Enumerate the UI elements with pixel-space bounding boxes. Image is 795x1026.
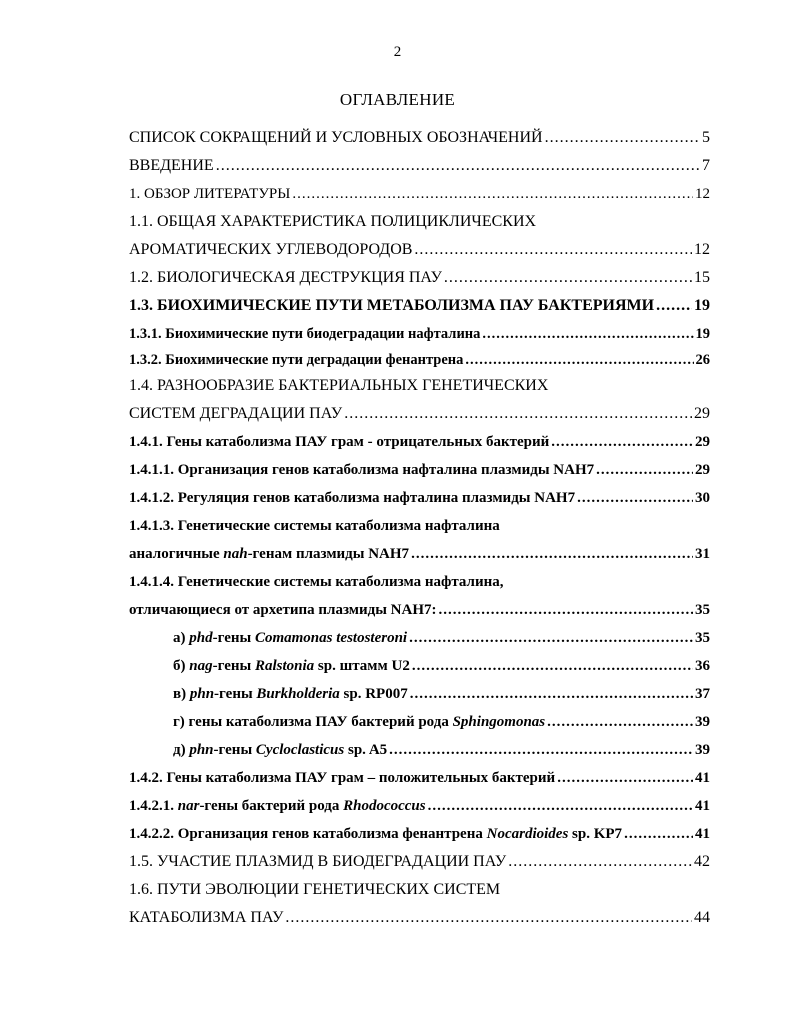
toc-entry-label: 1.4.1.1. Организация генов катаболизма нафталина плазмиды NAH7 (129, 462, 595, 478)
toc-entry-label: 1.4.2.1. nar-гены бактерий рода Rhodococcus (129, 798, 426, 814)
toc-entry-a[interactable] (173, 628, 710, 648)
dot-leader (409, 628, 693, 648)
toc-entry-1-4-line2[interactable] (129, 404, 710, 424)
toc-entry-1-4-2[interactable] (129, 768, 710, 788)
toc-entry-1-4-1-4-line2[interactable] (129, 600, 710, 620)
toc-entry-1-1-line2[interactable] (129, 240, 710, 260)
toc-entry-1-2[interactable] (129, 268, 710, 288)
toc-entry-1-3[interactable] (129, 296, 710, 316)
toc-entry-1-6-line2[interactable] (129, 908, 710, 928)
dot-leader (465, 350, 693, 370)
toc-entry-label: ВВЕДЕНИЕ (129, 157, 214, 174)
toc-entry-page: 15 (694, 269, 710, 286)
toc-entry-page: 12 (695, 186, 710, 202)
toc-entry-1-5[interactable] (129, 852, 710, 872)
toc-entry-abbreviations[interactable] (129, 128, 710, 148)
toc-entry-page: 39 (695, 714, 710, 730)
dot-leader (414, 240, 692, 260)
toc-entry-label: 1.5. УЧАСТИЕ ПЛАЗМИД В БИОДЕГРАДАЦИИ ПАУ (129, 853, 507, 870)
toc-entry-label: КАТАБОЛИЗМА ПАУ (129, 909, 284, 926)
toc-entry-page: 19 (695, 326, 710, 342)
dot-leader (551, 432, 693, 452)
dot-leader (285, 908, 692, 928)
toc-entry-1-3-1[interactable] (129, 324, 710, 344)
toc-entry-page: 42 (694, 853, 710, 870)
toc-entry-page: 35 (695, 630, 710, 646)
toc-entry-label: б) nag-гены Ralstonia sp. штамм U2 (173, 658, 410, 674)
dot-leader (292, 184, 693, 204)
dot-leader (410, 684, 693, 704)
toc-entry-introduction[interactable] (129, 156, 710, 176)
dot-leader (444, 268, 692, 288)
toc-entry-label: 1.4.2. Гены катаболизма ПАУ грам – положительных бактерий (129, 770, 556, 786)
toc-entry-1-4-2-2[interactable] (129, 824, 710, 844)
toc-entry-page: 31 (695, 546, 710, 562)
toc-entry-page: 35 (695, 602, 710, 618)
toc-entry-page: 29 (694, 405, 710, 422)
toc-entry-page: 5 (702, 129, 710, 146)
dot-leader (389, 740, 693, 760)
toc-entry-label: 1.2. БИОЛОГИЧЕСКАЯ ДЕСТРУКЦИЯ ПАУ (129, 269, 442, 286)
toc-entry-1[interactable] (129, 184, 710, 204)
toc-entry-1-4-1-1[interactable] (129, 460, 710, 480)
toc-entry-1-4-1-2[interactable] (129, 488, 710, 508)
toc-entry-1-4-1[interactable] (129, 432, 710, 452)
toc-entry-page: 12 (694, 241, 710, 258)
dot-leader (411, 544, 693, 564)
toc-entry-page: 30 (695, 490, 710, 506)
toc-entry-label: 1.3.2. Биохимические пути деградации фенантрена (129, 352, 464, 368)
toc-entry-page: 29 (695, 462, 710, 478)
toc-entry-page: 41 (695, 798, 710, 814)
toc-entry-g[interactable] (173, 712, 710, 732)
dot-leader (344, 404, 692, 424)
toc-entry-label: 1.3.1. Биохимические пути биодеградации нафталина (129, 326, 481, 342)
toc-entry-label: а) phd-гены Comamonas testosteroni (173, 630, 408, 646)
toc-entry-page: 36 (695, 658, 710, 674)
dot-leader (624, 824, 693, 844)
toc-entry-page: 37 (695, 686, 710, 702)
toc-entry-page: 26 (695, 352, 710, 368)
toc-entry-label: АРОМАТИЧЕСКИХ УГЛЕВОДОРОДОВ (129, 241, 413, 258)
dot-leader (596, 460, 693, 480)
toc-entry-b[interactable] (173, 656, 710, 676)
toc-entry-label: 1.4.1. Гены катаболизма ПАУ грам - отрицательных бактерий (129, 434, 550, 450)
toc-entry-1-6-line1[interactable]: 1.6. ПУТИ ЭВОЛЮЦИИ ГЕНЕТИЧЕСКИХ СИСТЕМ (129, 881, 501, 898)
toc-entry-label: отличающиеся от архетипа плазмиды NAH7: (129, 602, 437, 618)
toc-entry-1-4-1-4-line1[interactable]: 1.4.1.4. Генетические системы катаболизма нафталина, (129, 574, 504, 590)
toc-entry-label: 1.4.1.2. Регуляция генов катаболизма нафталина плазмиды NAH7 (129, 490, 576, 506)
toc-entry-page: 29 (695, 434, 710, 450)
dot-leader (216, 156, 700, 176)
toc-entry-v[interactable] (173, 684, 710, 704)
toc-entry-page: 41 (695, 826, 710, 842)
toc-entry-1-4-2-1[interactable] (129, 796, 710, 816)
dot-leader (656, 296, 692, 316)
toc-entry-d[interactable] (173, 740, 710, 760)
toc-entry-label: 1.4.2.2. Организация генов катаболизма фенантрена Nocardioides sp. KP7 (129, 826, 623, 842)
toc-title: ОГЛАВЛЕНИЕ (339, 90, 456, 109)
toc-entry-page: 44 (694, 909, 710, 926)
toc-entry-1-4-1-3-line1[interactable]: 1.4.1.3. Генетические системы катаболизма нафталина (129, 518, 500, 534)
toc-entry-1-1-line1[interactable]: 1.1. ОБЩАЯ ХАРАКТЕРИСТИКА ПОЛИЦИКЛИЧЕСКИХ (129, 213, 537, 230)
dot-leader (482, 324, 693, 344)
toc-entry-1-4-1-3-line2[interactable] (129, 544, 710, 564)
dot-leader (508, 852, 692, 872)
toc-entry-label: г) гены катаболизма ПАУ бактерий рода Sphingomonas (173, 714, 546, 730)
toc-entry-label: СПИСОК СОКРАЩЕНИЙ И УСЛОВНЫХ ОБОЗНАЧЕНИЙ (129, 129, 543, 146)
dot-leader (557, 768, 693, 788)
toc-entry-label: 1. ОБЗОР ЛИТЕРАТУРЫ (129, 186, 291, 202)
toc-entry-page: 41 (695, 770, 710, 786)
toc-entry-label: 1.3. БИОХИМИЧЕСКИЕ ПУТИ МЕТАБОЛИЗМА ПАУ БАКТЕРИЯМИ (129, 297, 655, 314)
toc-entry-1-4-line1[interactable]: 1.4. РАЗНООБРАЗИЕ БАКТЕРИАЛЬНЫХ ГЕНЕТИЧЕСКИХ (129, 377, 549, 394)
dot-leader (412, 656, 693, 676)
toc-entry-label: д) phn-гены Cycloclasticus sp. A5 (173, 742, 388, 758)
toc-entry-page: 7 (702, 157, 710, 174)
toc-entry-label: СИСТЕМ ДЕГРАДАЦИИ ПАУ (129, 405, 343, 422)
dot-leader (547, 712, 693, 732)
toc-entry-page: 39 (695, 742, 710, 758)
toc-entry-label: в) phn-гены Burkholderia sp. RP007 (173, 686, 408, 702)
toc-entry-label: аналогичные nah-генам плазмиды NAH7 (129, 546, 410, 562)
toc-entry-1-3-2[interactable] (129, 350, 710, 370)
page-number: 2 (393, 44, 402, 60)
dot-leader (577, 488, 693, 508)
dot-leader (439, 600, 693, 620)
toc-entry-page: 19 (694, 297, 710, 314)
dot-leader (428, 796, 693, 816)
dot-leader (545, 128, 700, 148)
